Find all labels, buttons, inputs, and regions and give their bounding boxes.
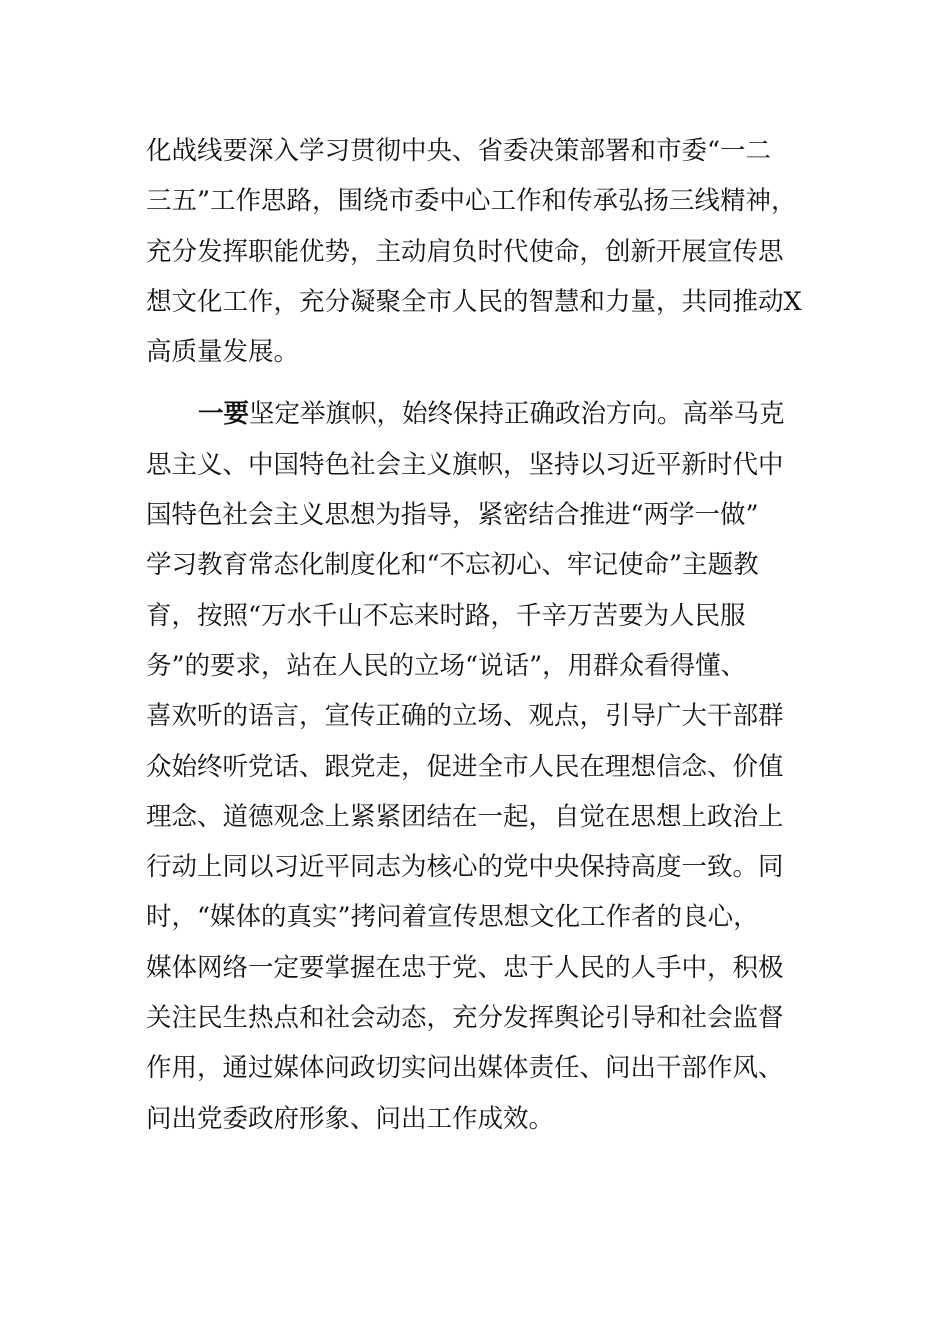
text-line: 媒体网络一定要掌握在忠于党、忠于人民的人手中，积极 [146, 952, 784, 983]
text-line: 育，按照“万水千山不忘来时路，千辛万苦要为人民服 [146, 600, 746, 631]
text-line [146, 389, 806, 439]
text-line: 充分发挥职能优势，主动肩负时代使命，创新开展宣传思 [146, 236, 784, 267]
first-line-text: 坚定举旗帜，始终保持正确政治方向。高举马克 [249, 399, 785, 430]
text-line: 高质量发展。 [146, 337, 300, 368]
text-line: 想文化工作，充分凝聚全市人民的智慧和力量，共同推动X [146, 286, 802, 317]
text-line: 务”的要求，站在人民的立场“说话”，用群众看得懂、 [146, 650, 747, 681]
text-line: 理念、道德观念上紧紧团结在一起，自觉在思想上政治上 [146, 801, 784, 832]
text-line: 问出党委政府形象、问出工作成效。 [146, 1103, 555, 1134]
text-line: 国特色社会主义思想为指导，紧密结合推进“两学一做” [146, 500, 759, 531]
text-line: 思主义、中国特色社会主义旗帜，坚持以习近平新时代中 [146, 449, 784, 480]
text-line: 三五”工作思路，围绕市委中心工作和传承弘扬三线精神， [146, 186, 797, 217]
body-text [146, 126, 806, 1144]
text-line: 关注民生热点和社会动态，充分发挥舆论引导和社会监督 [146, 1003, 784, 1034]
text-line: 时，“媒体的真实”拷问着宣传思想文化工作者的良心， [146, 902, 759, 933]
paragraph-gap [146, 377, 806, 389]
text-line: 化战线要深入学习贯彻中央、省委决策部署和市委“一二 [146, 136, 772, 166]
text-line: 行动上同以习近平同志为核心的党中央保持高度一致。同 [146, 852, 784, 883]
text-line: 作用，通过媒体问政切实问出媒体责任、问出干部作风、 [146, 1053, 784, 1084]
text-line: 喜欢听的语言，宣传正确的立场、观点，引导广大干部群 [146, 701, 784, 732]
text-line: 众始终听党话、跟党走，促进全市人民在理想信念、价值 [146, 751, 784, 782]
paragraph-2 [146, 389, 806, 1143]
text-line: 学习教育常态化制度化和“不忘初心、牢记使命”主题教 [146, 550, 759, 581]
paragraph-lead: 一要 [198, 399, 250, 430]
paragraph-1 [146, 126, 806, 377]
